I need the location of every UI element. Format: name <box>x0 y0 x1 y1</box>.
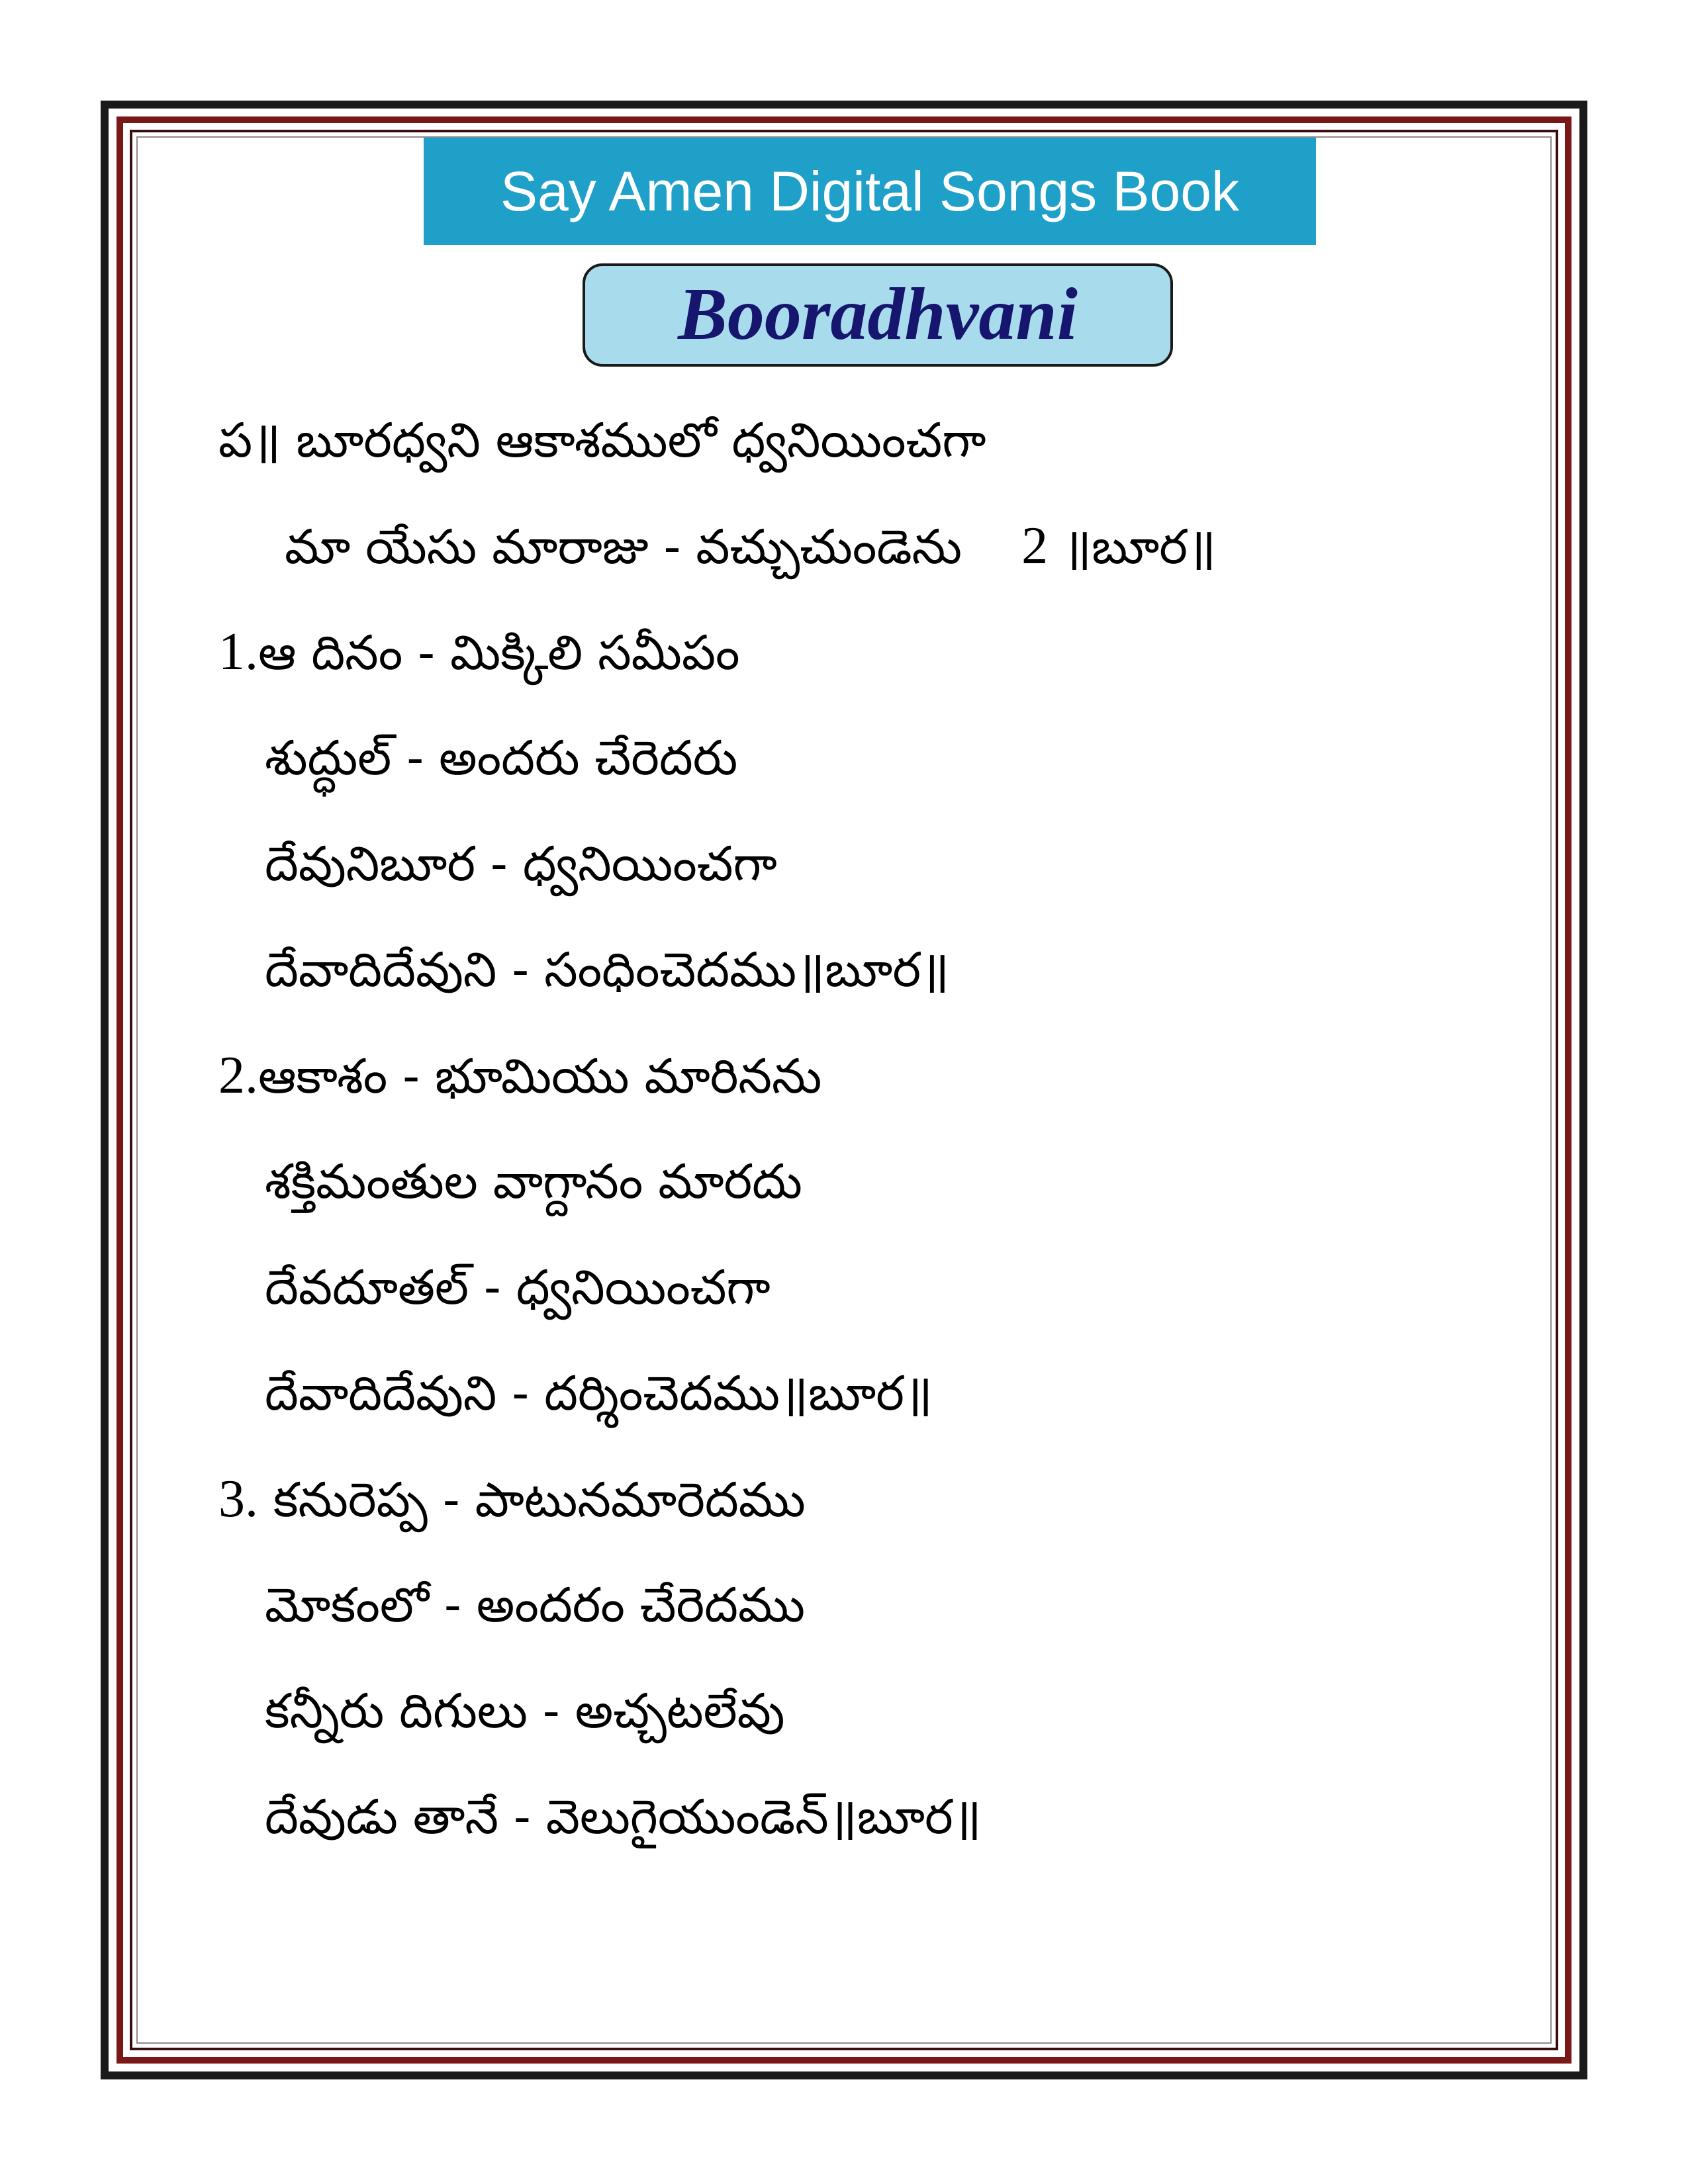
verse-2-number: 2. <box>218 1046 258 1105</box>
verse-2-line-1-text: ఆకాశం - భూమియు మారినను <box>258 1048 822 1104</box>
verse-3-number: 3. <box>218 1470 258 1528</box>
verse-3-line-2: మోకంలో - అందరం చేరెదము <box>265 1577 806 1633</box>
verse-1-line-2: శుద్ధుల్ - అందరు చేరెదరు <box>265 730 738 786</box>
verse-2-line-3: దేవదూతల్ - ధ్వనియించగా <box>265 1259 771 1315</box>
verse-3-line-4: దేవుడు తానే - వెలుగైయుండెన్॥బూర॥ <box>265 1789 982 1844</box>
song-title: Booradhvani <box>678 273 1078 355</box>
songbook-banner: Say Amen Digital Songs Book <box>424 138 1316 245</box>
repeat-tag: ॥బూర॥ <box>1062 519 1217 574</box>
verse-3-line-1 <box>218 1463 806 1536</box>
verse-1-line-1 <box>218 615 740 689</box>
chorus-line-2-text: మా యేసు మారాజు - వచ్చుచుండెను <box>285 519 962 574</box>
verse-2-line-2: శక్తిమంతుల వాగ్దానం మారదు <box>265 1154 802 1209</box>
verse-1-line-4: దేవాదిదేవుని - సంధించెదము॥బూర॥ <box>265 942 950 997</box>
verse-1-line-1-text: ఆ దినం - మిక్కిలి సమీపం <box>258 625 740 680</box>
verse-3-line-3: కన్నీరు దిగులు - అచ్చటలేవు <box>265 1683 785 1739</box>
chorus-line-2 <box>285 510 1216 583</box>
verse-1-number: 1. <box>218 623 258 681</box>
verse-2-line-1 <box>218 1039 821 1113</box>
verse-2-line-4: దేవాదిదేవుని - దర్శించెదము॥బూర॥ <box>265 1365 933 1421</box>
song-title-box <box>583 263 1173 367</box>
verse-1-line-3: దేవునిబూర - ధ్వనియించగా <box>265 836 777 891</box>
repeat-count: 2 <box>1021 517 1049 575</box>
chorus-line-1: ప॥ బూరధ్వని ఆకాశములో ధ్వనియించగా <box>218 412 986 468</box>
verse-3-line-1-text: కనురెప్ప - పాటునమారెదము <box>273 1472 806 1527</box>
